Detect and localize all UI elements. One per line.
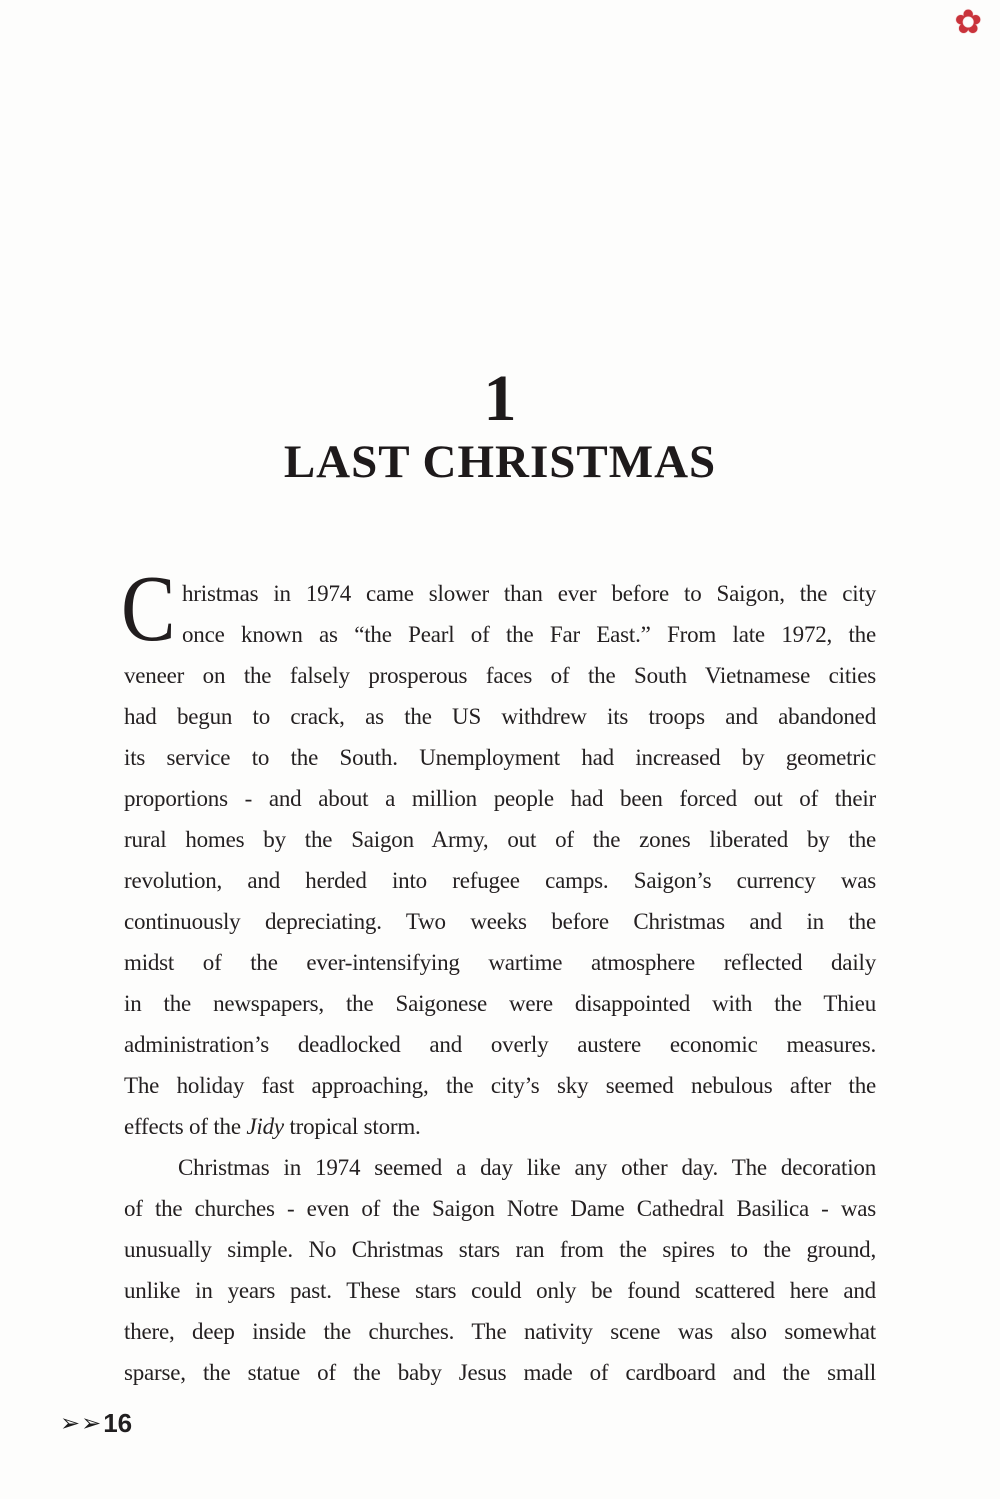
drop-cap [121, 557, 182, 661]
text-segment: effects of the [124, 1114, 247, 1139]
arrowhead-icon: ➢➢ [60, 1409, 103, 1437]
text-line: once known as “the Pearl of the Far East.” From late 1972, the [182, 622, 876, 647]
text-segment: tropical storm. [283, 1114, 421, 1139]
flower-ornament-icon: ✿ [954, 2, 982, 41]
chapter-number: 1 [483, 362, 517, 435]
text-line: its service to the South. Unemployment had increased by geometric [124, 745, 876, 770]
text-line: proportions - and about a million people had been forced out of their [124, 786, 876, 811]
chapter-heading [0, 362, 1000, 488]
text-line: Christmas in 1974 seemed a day like any other day. The decoration [178, 1155, 876, 1180]
text-line: had begun to crack, as the US withdrew its troops and abandoned [124, 704, 876, 729]
text-line: midst of the ever-intensifying wartime atmosphere reflected daily [124, 950, 876, 975]
storm-name-italic: Jidy [246, 1114, 284, 1139]
text-line: in the newspapers, the Saigonese were disappointed with the Thieu [124, 991, 876, 1016]
text-line: hristmas in 1974 came slower than ever before to Saigon, the city [182, 581, 876, 606]
page-footer [60, 1408, 132, 1439]
text-line: sparse, the statue of the baby Jesus made of cardboard and the small [124, 1360, 876, 1385]
chapter-title: LAST CHRISTMAS [283, 436, 717, 488]
text-line: administration’s deadlocked and overly austere economic measures. [124, 1032, 876, 1057]
paragraph-2 [124, 1147, 876, 1393]
text-line: revolution, and herded into refugee camps. Saigon’s currency was [124, 868, 876, 893]
text-line: unusually simple. No Christmas stars ran from the spires to the ground, [124, 1237, 876, 1262]
drop-cap-letter: C [121, 557, 176, 661]
text-line: of the churches - even of the Saigon Notre Dame Cathedral Basilica - was [124, 1196, 876, 1221]
text-line: rural homes by the Saigon Army, out of the zones liberated by the [124, 827, 876, 852]
text-line [124, 1106, 876, 1147]
text-line: The holiday fast approaching, the city’s sky seemed nebulous after the [124, 1073, 876, 1098]
text-line: unlike in years past. These stars could only be found scattered here and [124, 1278, 876, 1303]
text-line: continuously depreciating. Two weeks before Christmas and in the [124, 909, 876, 934]
page-number: 16 [103, 1408, 133, 1438]
text-line: veneer on the falsely prosperous faces of the South Vietnamese cities [124, 663, 876, 688]
text-line: there, deep inside the churches. The nativity scene was also somewhat [124, 1319, 876, 1344]
paragraph-1 [121, 557, 876, 1147]
body-text [121, 557, 876, 1393]
